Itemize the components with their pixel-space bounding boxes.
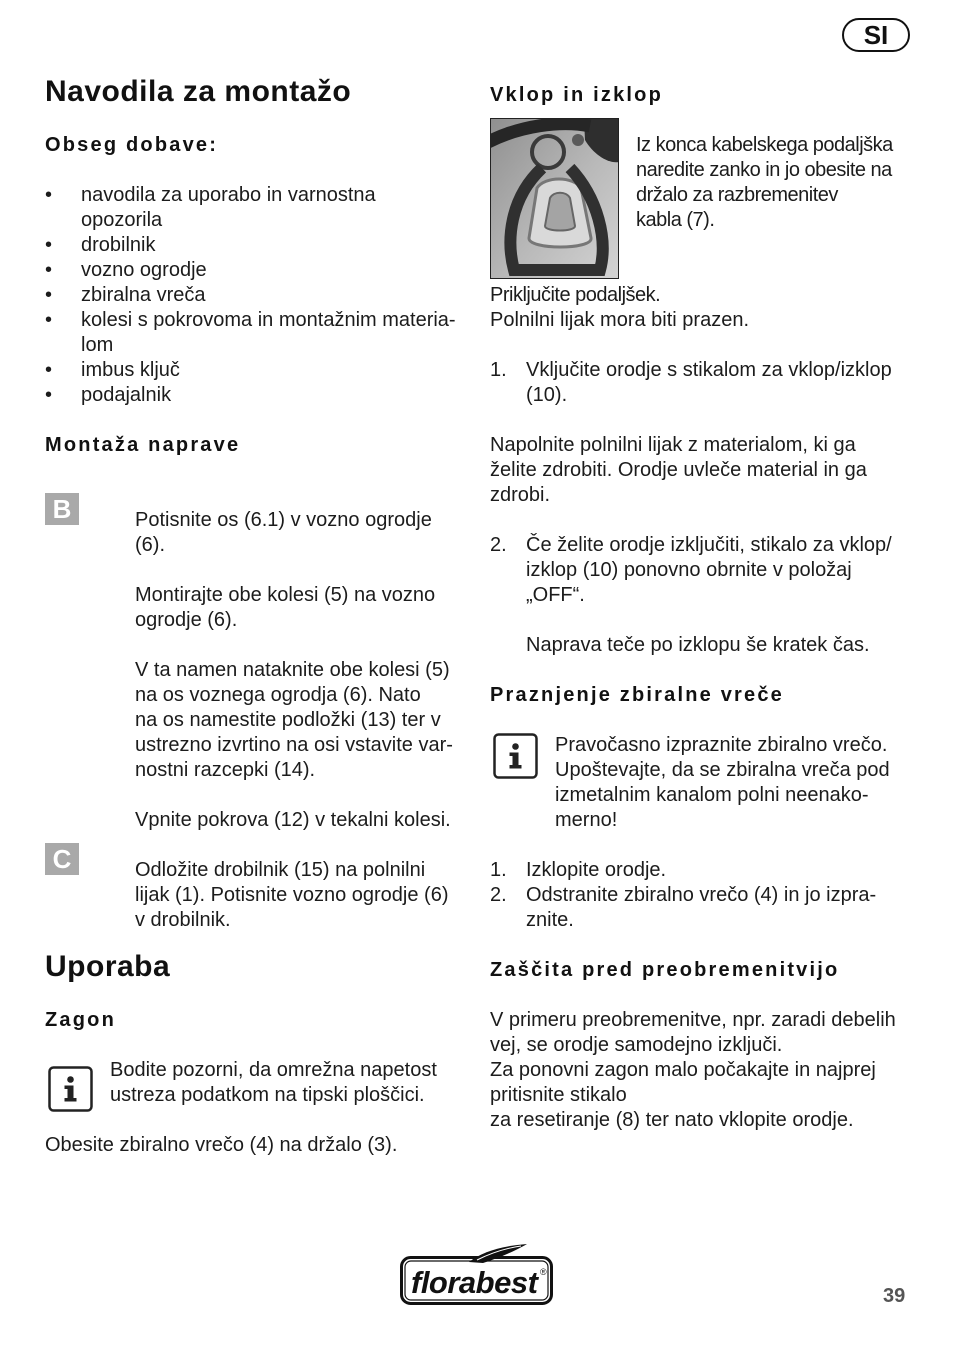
assembly-step: Potisnite os (6.1) v vozno ogrodje (6).	[135, 508, 432, 556]
list-item-text: vozno ogrodje	[81, 258, 207, 281]
list-item	[45, 308, 456, 358]
figure-label-b: B	[45, 493, 79, 525]
bullet: •	[45, 308, 53, 331]
fill-hopper-text: Napolnite polnilni lijak z materialom, ki ga želite zdrobiti. Orodje uvleče material in ga zdrobi.	[490, 433, 867, 506]
step-text: Izklopite orodje.	[526, 858, 667, 881]
photo-holder-opening	[545, 193, 575, 231]
list-item-text: drobilnik	[81, 233, 156, 256]
hopper-empty-text: Polnilni lijak mora biti prazen.	[490, 308, 750, 331]
step-text: Odstranite zbiralno vrečo (4) in jo izpra- znite.	[526, 883, 877, 931]
info-icon-dot	[67, 1076, 74, 1083]
assembly-step: Vpnite pokrova (12) v tekalni kolesi.	[135, 808, 451, 831]
step-text: Vključite orodje s stikalom za vklop/izklop (10).	[526, 358, 892, 406]
list-item-text: imbus ključ	[81, 358, 180, 381]
step-text: Če želite orodje izključiti, stikalo za vklop/ izklop (10) ponovno obrnite v položaj „OFF“.	[526, 533, 892, 606]
list-item	[45, 283, 456, 308]
list-item	[45, 383, 456, 408]
registered-mark: ®	[540, 1267, 547, 1277]
bullet: •	[45, 283, 53, 306]
photo-hook	[572, 134, 584, 146]
empty-bag-heading: Praznjenje zbiralne vreče	[490, 683, 785, 706]
list-item-text: zbiralna vreča	[81, 283, 206, 306]
assembly-steps	[135, 508, 453, 933]
hang-bag-text: Obesite zbiralno vrečo (4) na držalo (3).	[45, 1133, 398, 1156]
empty-bag-steps	[490, 858, 876, 933]
voltage-note: Bodite pozorni, da omrežna napetost ustreza podatkom na tipski ploščici.	[110, 1058, 437, 1106]
bullet: •	[45, 383, 53, 406]
step-number: 1.	[490, 358, 507, 381]
empty-bag-note: Pravočasno izpraznite zbiralno vrečo. Upoštevajte, da se zbiralna vreča pod izmetalnim kanalom polni neenako- merno!	[555, 733, 890, 831]
step-number: 2.	[490, 883, 507, 906]
bullet: •	[45, 258, 53, 281]
photo-caption: Iz konca kabelskega podaljška naredite zanko in jo obesite na držalo za razbremenitev kabla (7).	[636, 133, 893, 231]
numbered-step	[490, 358, 892, 408]
list-item-text: podajalnik	[81, 383, 172, 406]
florabest-logo	[399, 1242, 555, 1306]
numbered-step	[490, 533, 892, 608]
list-item	[45, 183, 456, 233]
language-badge: SI	[842, 18, 910, 52]
logo-wordmark: florabest	[411, 1265, 538, 1300]
connect-text: Priključite podaljšek.	[490, 283, 661, 306]
cable-loop-photo	[490, 118, 619, 279]
info-icon-dot	[512, 743, 519, 750]
bullet: •	[45, 358, 53, 381]
numbered-step	[490, 858, 876, 883]
info-icon	[48, 1066, 93, 1112]
on-off-heading: Vklop in izklop	[490, 83, 664, 106]
bullet: •	[45, 183, 53, 206]
assembly-step: V ta namen nataknite obe kolesi (5) na os voznega ogrodja (6). Nato na os namestite podložki (13) ter v ustrezno izvrtino na osi vstavite var- nostni razcepki (14).	[135, 658, 453, 781]
step-number: 2.	[490, 533, 507, 556]
assembly-step: Odložite drobilnik (15) na polnilni lijak (1). Potisnite vozno ogrodje (6) v drobilnik.	[135, 858, 449, 931]
scope-heading: Obseg dobave:	[45, 133, 219, 156]
figure-label-c: C	[45, 843, 79, 875]
page-number: 39	[883, 1285, 906, 1307]
assembly-title: Navodila za montažo	[45, 75, 352, 108]
runout-text: Naprava teče po izklopu še kratek čas.	[526, 633, 870, 656]
overload-heading: Zaščita pred preobremenitvijo	[490, 958, 840, 981]
step-number: 1.	[490, 858, 507, 881]
list-item	[45, 233, 456, 258]
list-item	[45, 258, 456, 283]
numbered-step	[490, 883, 876, 933]
assembly-heading: Montaža naprave	[45, 433, 241, 456]
info-icon	[493, 733, 538, 779]
list-item-text: kolesi s pokrovoma in montažnim materia- lom	[81, 308, 456, 356]
bullet: •	[45, 233, 53, 256]
overload-text: V primeru preobremenitve, npr. zaradi debelih vej, se orodje samodejno izključi. Za ponovni zagon malo počakajte in najprej pritisnite stikalo za resetiranje (8) ter nato vklopite orodje.	[490, 1008, 896, 1131]
list-item	[45, 358, 456, 383]
assembly-step: Montirajte obe kolesi (5) na vozno ogrodje (6).	[135, 583, 436, 631]
use-title: Uporaba	[45, 950, 171, 983]
scope-list	[45, 183, 456, 408]
list-item-text: navodila za uporabo in varnostna opozorila	[81, 183, 376, 231]
start-heading: Zagon	[45, 1008, 116, 1031]
